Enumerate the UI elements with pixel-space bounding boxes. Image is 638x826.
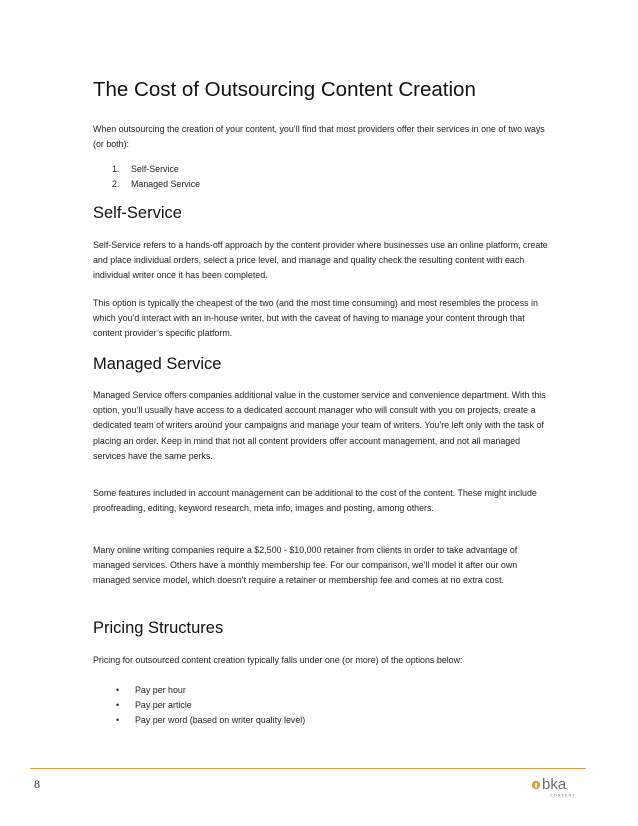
footer-divider <box>30 768 586 769</box>
list-item <box>112 162 200 177</box>
list-item <box>116 683 305 698</box>
bka-content-logo <box>530 775 588 799</box>
bullet-icon: • <box>116 685 120 695</box>
bullet-icon: • <box>116 700 120 711</box>
managed-service-paragraph-3: Many online writing companies require a $2,500 - $10,000 retainer from clients in order to take advantage of managed services. Others have a monthly membership fee. For our comparison, we’ll model it after our own managed service model, which doesn’t require a retainer or membership fee and comes at no extra cost. <box>93 545 518 586</box>
section-heading-managed-service: Managed Service <box>93 355 222 373</box>
section-heading-self-service: Self-Service <box>93 204 182 222</box>
list-item-label: Pay per article <box>135 700 192 711</box>
pricing-options-list <box>116 683 305 729</box>
logo-subtext: CONTENT <box>550 793 576 798</box>
list-item-label: Self-Service <box>131 164 179 174</box>
list-item-label: Pay per word (based on writer quality level) <box>135 715 306 726</box>
list-item-label: Pay per hour <box>135 685 186 695</box>
page-title: The Cost of Outsourcing Content Creation <box>93 78 476 101</box>
logo-text: bka <box>542 776 567 793</box>
managed-service-paragraph-2: Some features included in account management can be additional to the cost of the content. These might include proofreading, editing, keyword research, meta info, images and posting, among others. <box>93 488 537 514</box>
list-number: 1. <box>112 164 120 174</box>
pricing-intro-paragraph: Pricing for outsourced content creation typically falls under one (or more) of the options below: <box>93 655 463 665</box>
page-number: 8 <box>34 777 40 791</box>
managed-service-paragraph-1: Managed Service offers companies additional value in the customer service and convenience department. With this option, you’ll usually have access to a dedicated account manager who will consult with you on projects, create a dedicated team of writers around your campaigns and manage your team of writers. You’re left only with the task of placing an order. Keep in mind that not all content providers offer account management, and not all managed services have the same perks. <box>93 390 546 461</box>
list-item <box>116 698 305 713</box>
list-item <box>112 177 200 192</box>
self-service-paragraph-2: This option is typically the cheapest of the two (and the most time consuming) and most resembles the process in which you’d interact with an in-house writer, but with the caveat of having to manage your content through that content provider’s specific platform. <box>93 298 538 339</box>
intro-paragraph: When outsourcing the creation of your content, you’ll find that most providers offer their services in one of two ways (or both): <box>93 124 545 150</box>
list-item <box>116 713 305 728</box>
section-heading-pricing-structures: Pricing Structures <box>93 619 224 637</box>
bullet-icon: • <box>116 715 120 726</box>
list-number: 2. <box>112 179 120 190</box>
ways-list <box>112 162 200 192</box>
list-item-label: Managed Service <box>131 179 201 190</box>
self-service-paragraph-1: Self-Service refers to a hands-off approach by the content provider where businesses use an online platform, create and place individual orders, select a price level, and manage and quality check the resulting content with each individual writer once it has been completed. <box>93 240 548 281</box>
